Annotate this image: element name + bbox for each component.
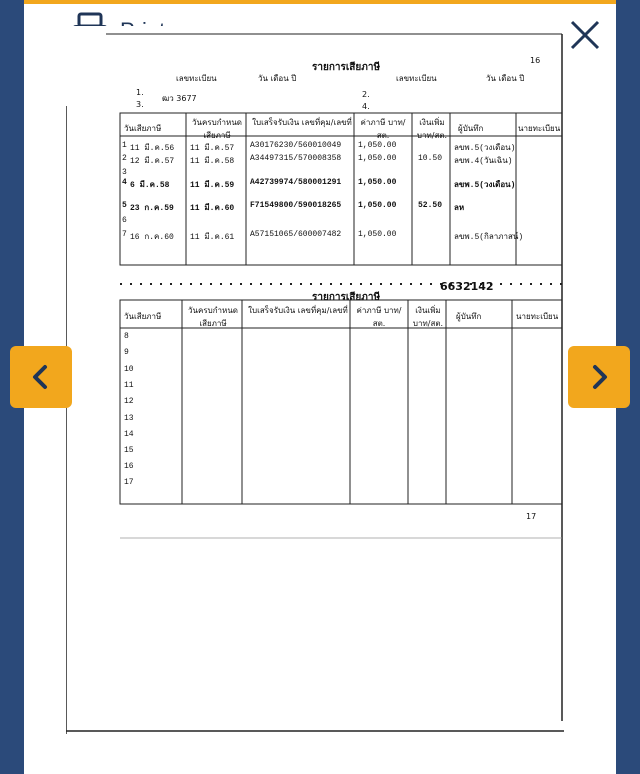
header-row-3-number: 3. <box>136 100 144 109</box>
recorder: ลห <box>454 204 465 213</box>
paid-date: 16 ก.ค.60 <box>130 233 174 242</box>
chevron-right-icon <box>587 363 611 391</box>
row-number-extra: 3 <box>122 168 127 177</box>
paid-date: 23 ก.ค.59 <box>130 204 174 213</box>
col-header-paid: วันเสียภาษี <box>124 124 162 133</box>
paid-date: 12 มี.ค.57 <box>130 157 175 166</box>
tax-amount: 1,050.00 <box>358 141 397 150</box>
row-number: 15 <box>124 446 134 455</box>
header-row-1-value: ฒว 3677 <box>162 94 197 103</box>
col-header-surcharge-2: เงินเพิ่ม บาท/สต. <box>412 306 444 328</box>
col-header-due-2: วันครบกำหนด เสียภาษี <box>188 306 238 328</box>
col-header-recorder: ผู้บันทึก <box>458 124 484 133</box>
row-number: 8 <box>124 332 129 341</box>
col-header-due: วันครบกำหนด เสียภาษี <box>192 118 242 140</box>
col-header-paid-2: วันเสียภาษี <box>124 312 162 321</box>
col-header-surcharge: เงินเพิ่ม บาท/สต. <box>416 118 448 140</box>
header-row-1-number: 1. <box>136 88 144 97</box>
row-number: 16 <box>124 462 134 471</box>
col-header-recorder-2: ผู้บันทึก <box>456 312 482 321</box>
due-date: 11 มี.ค.61 <box>190 233 235 242</box>
col-header-registrar: นายทะเบียน <box>518 124 561 133</box>
col-header-registrar-2: นายทะเบียน <box>516 312 559 321</box>
second-section-title: รายการเสียภาษี <box>312 292 381 303</box>
tax-amount: 1,050.00 <box>358 178 397 187</box>
receipt-no: A30176230/560010049 <box>250 141 342 150</box>
paid-date: 11 มี.ค.56 <box>130 144 175 153</box>
chevron-left-icon <box>29 363 53 391</box>
row-number: 5 <box>122 201 127 210</box>
recorder: ลขพ.4(วันเฉิน) <box>454 157 513 166</box>
col-header-tax: ค่าภาษี บาท/สต. <box>360 118 406 140</box>
col-header-receipt-2: ใบเสร็จรับเงิน เลขที่คุม/เลขที่ <box>248 306 348 315</box>
recorder: ลขพ.5(วงเดือน) <box>454 181 516 190</box>
row-number: 14 <box>124 430 134 439</box>
receipt-no: F71549800/590018265 <box>250 201 342 210</box>
tax-amount: 1,050.00 <box>358 230 397 239</box>
date-label-left: วัน เดือน ปี <box>258 74 297 83</box>
receipt-no: A34497315/570008358 <box>250 154 342 163</box>
recorder: ลขพ.5(กิลาภาสน์) <box>454 233 524 242</box>
header-row-4-number: 4. <box>362 102 370 111</box>
row-number: 2 <box>122 154 127 163</box>
paid-date: 6 มี.ค.58 <box>130 181 170 190</box>
scanned-document <box>66 26 564 734</box>
date-label-right: วัน เดือน ปี <box>486 74 525 83</box>
due-date: 11 มี.ค.60 <box>190 204 235 213</box>
row-number: 11 <box>124 381 134 390</box>
close-icon[interactable] <box>568 18 602 52</box>
section-title: รายการเสียภาษี <box>312 62 381 73</box>
row-number: 17 <box>124 478 134 487</box>
due-date: 11 มี.ค.59 <box>190 181 235 190</box>
receipt-no: A57151065/600007482 <box>250 230 342 239</box>
reg-no-label-right: เลขทะเบียน <box>396 74 437 83</box>
col-header-tax-2: ค่าภาษี บาท/สต. <box>356 306 402 328</box>
row-number: 12 <box>124 397 134 406</box>
col-header-receipt: ใบเสร็จรับเงิน เลขที่คุม/เลขที่ <box>252 118 352 127</box>
surcharge: 10.50 <box>418 154 443 163</box>
tax-amount: 1,050.00 <box>358 201 397 210</box>
stamp-fragment: 6632142 <box>440 280 494 293</box>
row-number: 9 <box>124 348 129 357</box>
next-page-button[interactable] <box>568 346 630 408</box>
receipt-no: A42739974/580001291 <box>250 178 342 187</box>
surcharge: 52.50 <box>418 201 443 210</box>
row-number: 1 <box>122 141 127 150</box>
page-number-bottom: 17 <box>526 512 537 521</box>
reg-no-label-left: เลขทะเบียน <box>176 74 217 83</box>
header-row-2-number: 2. <box>362 90 370 99</box>
tax-amount: 1,050.00 <box>358 154 397 163</box>
row-number-extra: 6 <box>122 216 127 225</box>
page-number-top: 16 <box>530 56 541 65</box>
row-number: 10 <box>124 365 134 374</box>
row-number: 4 <box>122 178 127 187</box>
previous-page-button[interactable] <box>10 346 72 408</box>
row-number: 13 <box>124 414 134 423</box>
due-date: 11 มี.ค.58 <box>190 157 235 166</box>
due-date: 11 มี.ค.57 <box>190 144 235 153</box>
image-viewer <box>24 0 616 774</box>
row-number: 7 <box>122 230 127 239</box>
recorder: ลขพ.5(วงเดือน) <box>454 144 516 153</box>
